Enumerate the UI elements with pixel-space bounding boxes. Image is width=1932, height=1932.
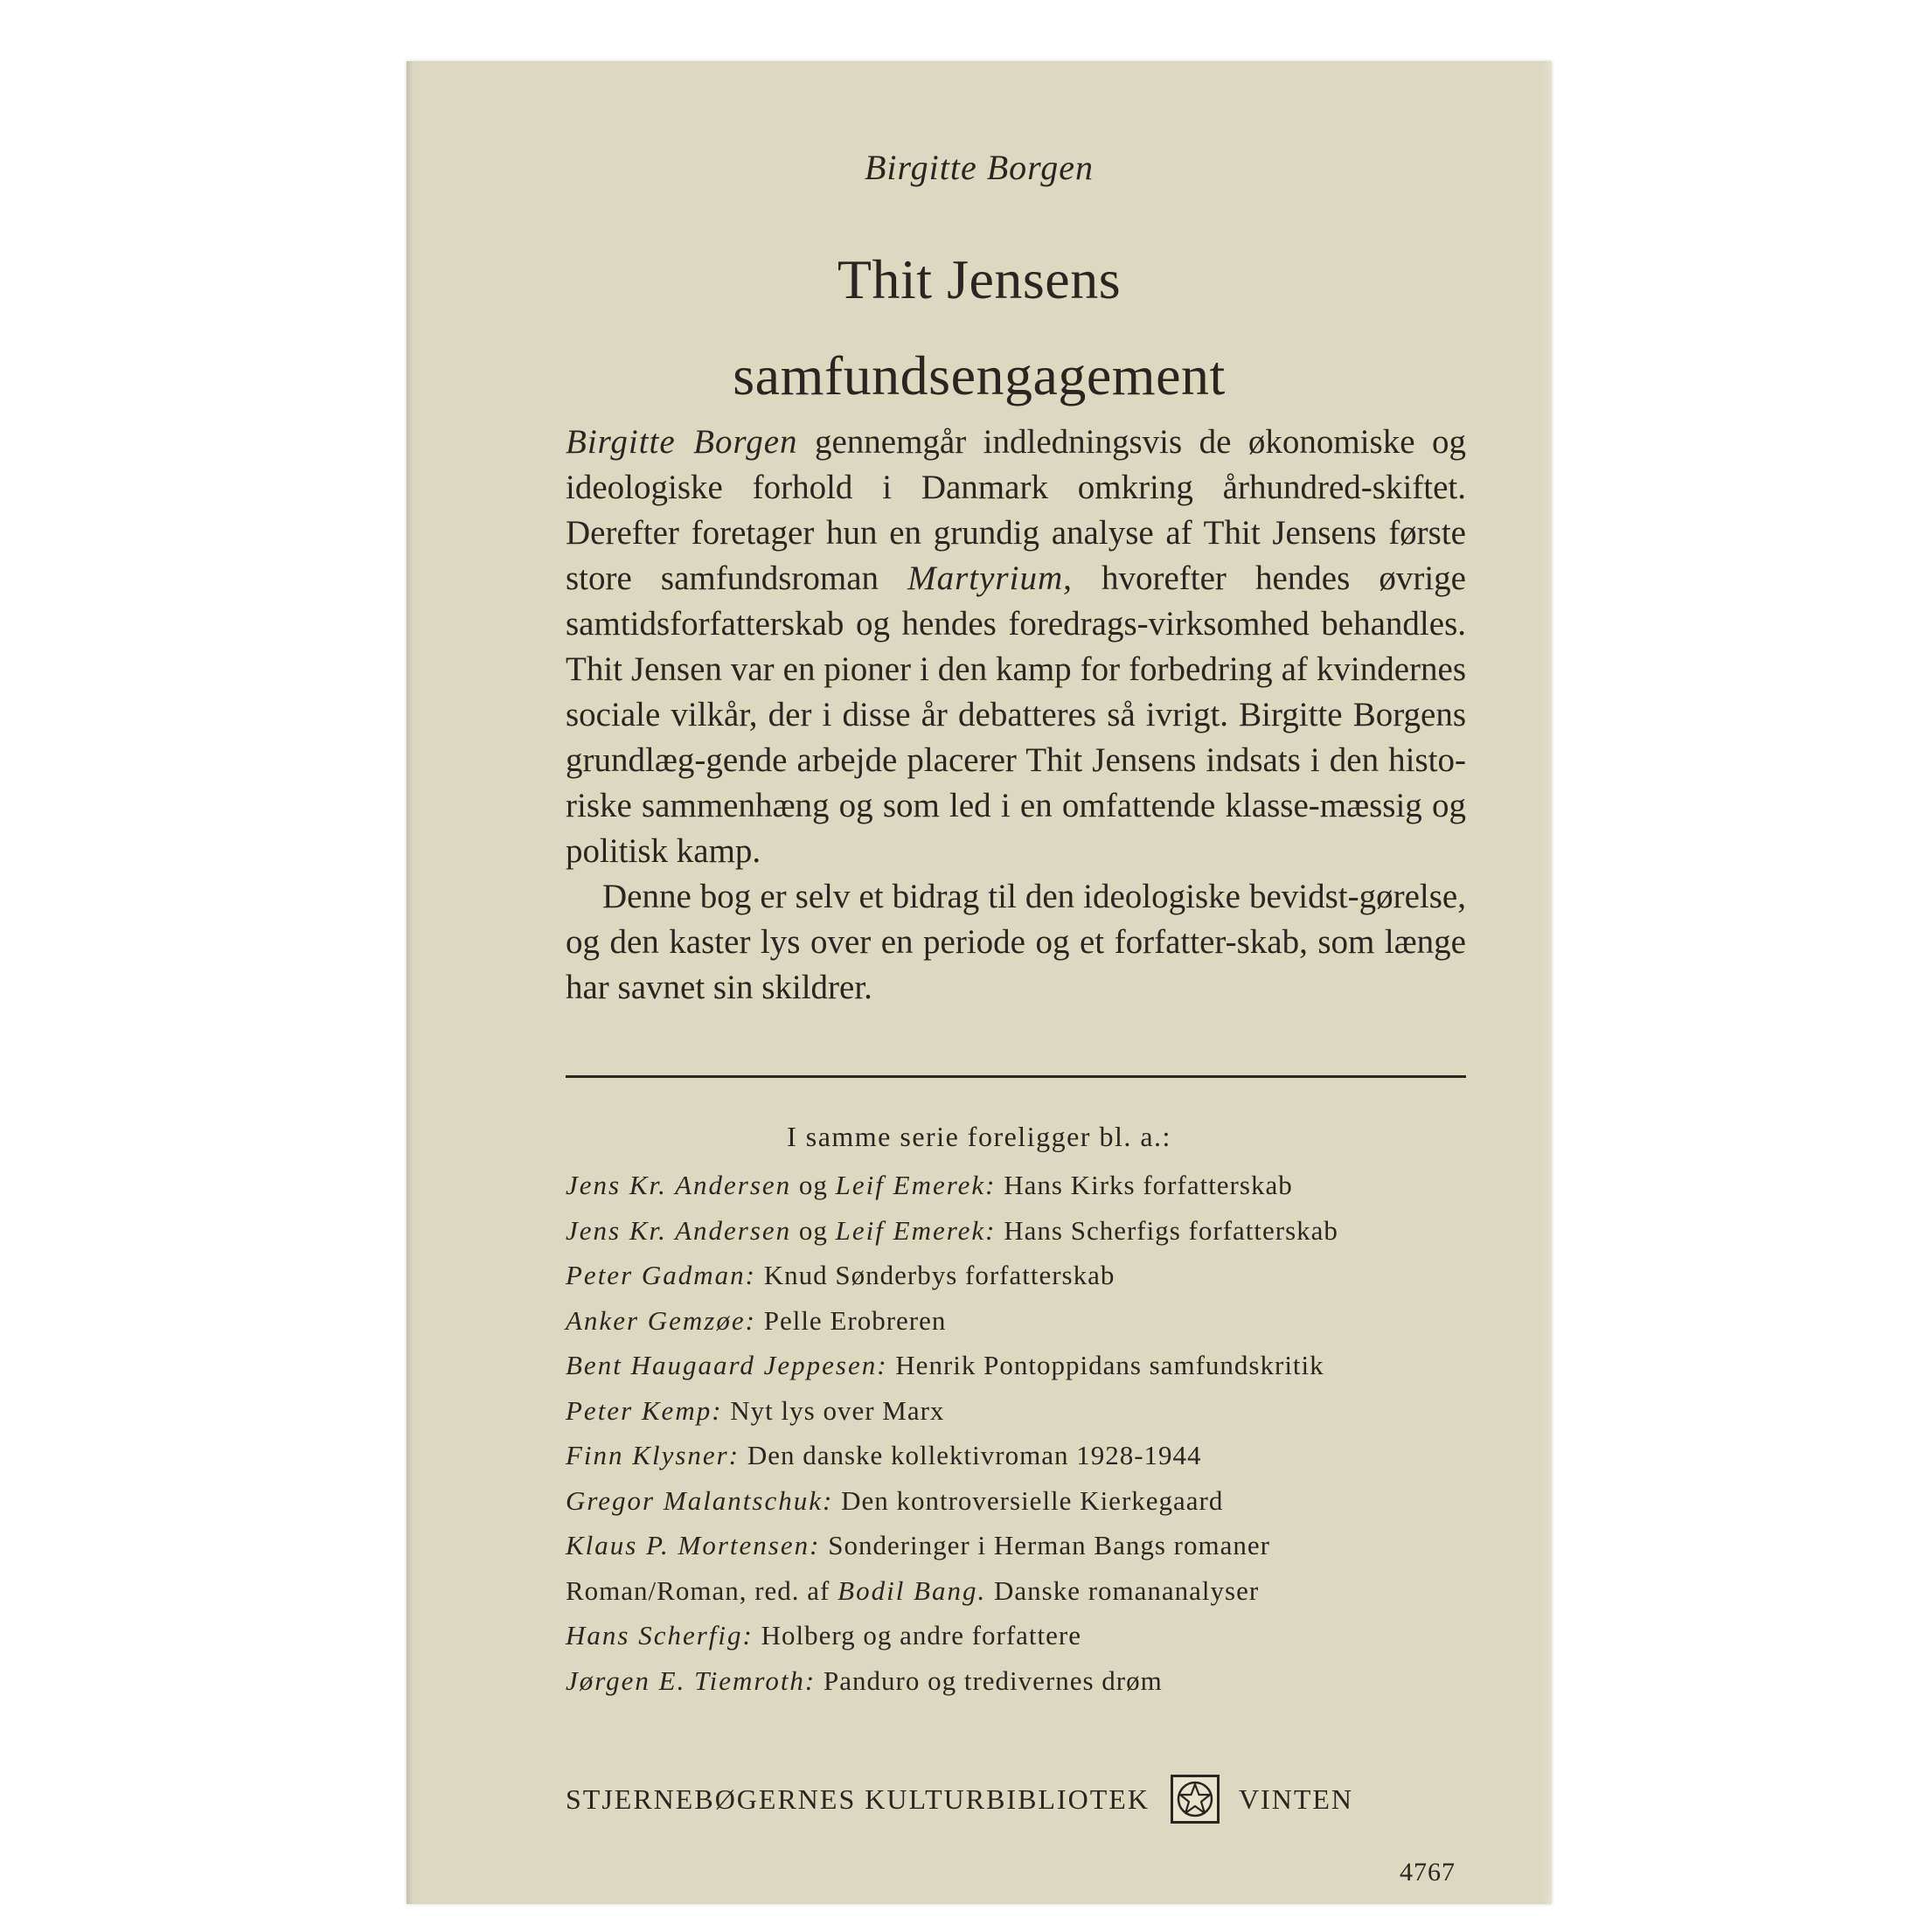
- series-item: [566, 1433, 1492, 1478]
- series-item: [566, 1658, 1492, 1704]
- series-author-2: Leif Emerek:: [835, 1214, 997, 1246]
- series-author: Peter Gadman:: [566, 1260, 756, 1290]
- blurb-work-title: Martyrium,: [907, 559, 1073, 597]
- series-author-2: Leif Emerek:: [835, 1170, 997, 1200]
- blurb-author: Birgitte Borgen: [566, 423, 798, 461]
- series-item: [566, 1343, 1492, 1388]
- blurb-paragraph-2: Denne bog er selv et bidrag til den ideologiske bevidst-gørelse, og den kaster lys over en periode og et forfatter-skab, som længe har savnet sin skildrer.: [566, 878, 1466, 1006]
- title-line-2: samfundsengagement: [733, 344, 1226, 407]
- series-item: [566, 1163, 1492, 1208]
- series-author: Bent Haugaard Jeppesen:: [566, 1350, 888, 1380]
- series-work: Danske romananalyser: [986, 1574, 1260, 1606]
- series-work: Pelle Erobreren: [755, 1304, 947, 1336]
- blurb-text-a: gennemgår indledningsvis de økonomiske og ideologiske forhold i Danmark omkring århundred-skiftet. Derefter foretager hun en grundig analyse af Thit Jensens første store samfundsroman: [566, 423, 1466, 597]
- series-author: Peter Kemp:: [566, 1394, 723, 1426]
- series-author: Jens Kr. Andersen: [566, 1214, 792, 1246]
- series-prefix: Roman/Roman, red. af: [566, 1574, 838, 1606]
- series-author: Klaus P. Mortensen:: [566, 1530, 821, 1560]
- series-item: [566, 1613, 1492, 1658]
- series-work: Henrik Pontoppidans samfundskritik: [887, 1350, 1324, 1380]
- series-work: Nyt lys over Marx: [722, 1394, 945, 1426]
- description-blurb: [566, 420, 1466, 1011]
- series-author: Anker Gemzøe:: [566, 1304, 756, 1336]
- series-item: [566, 1253, 1492, 1298]
- series-work: Hans Kirks forfatterskab: [996, 1170, 1293, 1200]
- series-item: [566, 1388, 1492, 1434]
- series-conjunction: og: [791, 1214, 836, 1246]
- series-author: Jens Kr. Andersen: [566, 1170, 792, 1200]
- series-author: Bodil Bang.: [837, 1574, 987, 1606]
- series-author: Finn Klysner:: [566, 1440, 740, 1470]
- series-item: [566, 1298, 1492, 1344]
- book-title: [407, 232, 1552, 424]
- series-work: Panduro og tredivernes drøm: [816, 1664, 1163, 1696]
- series-item: [566, 1568, 1492, 1614]
- divider-rule: [566, 1075, 1466, 1078]
- series-item: [566, 1523, 1492, 1568]
- series-author: Hans Scherfig:: [566, 1620, 754, 1651]
- series-name: STJERNEBØGERNES KULTURBIBLIOTEK: [566, 1783, 1150, 1815]
- series-work: Den danske kollektivroman 1928-1944: [740, 1440, 1202, 1470]
- star-emblem-icon: [1171, 1775, 1220, 1824]
- publisher-footer: [566, 1775, 1466, 1824]
- blurb-text-b: hvorefter hendes øvrige samtidsforfatterskab og hendes foredrags-virksomhed behandles. Thit Jensen var en pioner i den kamp for forbedring af kvindernes sociale vilkår, der i disse år debatteres så ivrigt. Birgitte Borgens grundlæg-gende arbejde placerer Thit Jensens indsats i den histo-riske sammenhæng og som led i en omfattende klasse-mæssig og politisk kamp.: [566, 559, 1466, 870]
- author-name: Birgitte Borgen: [865, 148, 1094, 187]
- title-line-1: Thit Jensens: [837, 248, 1122, 310]
- series-heading: I samme serie foreligger bl. a.:: [787, 1121, 1171, 1152]
- series-work: Hans Scherfigs forfatterskab: [996, 1214, 1338, 1246]
- blurb-paragraph-1: [566, 420, 1466, 874]
- series-author: Jørgen E. Tiemroth:: [566, 1664, 817, 1696]
- series-list: [566, 1163, 1492, 1703]
- series-work: Holberg og andre forfattere: [753, 1620, 1082, 1651]
- series-work: Sonderinger i Herman Bangs romaner: [820, 1530, 1270, 1560]
- series-work: Knud Sønderbys forfatterskab: [755, 1260, 1115, 1290]
- series-item: [566, 1478, 1492, 1524]
- publisher-name: VINTEN: [1238, 1783, 1354, 1815]
- series-item: [566, 1208, 1492, 1254]
- series-author: Gregor Malantschuk:: [566, 1484, 834, 1516]
- catalog-number: 4767: [1400, 1858, 1456, 1887]
- book-back-cover: [407, 61, 1552, 1904]
- series-conjunction: og: [791, 1170, 836, 1200]
- series-work: Den kontroversielle Kierkegaard: [833, 1484, 1224, 1516]
